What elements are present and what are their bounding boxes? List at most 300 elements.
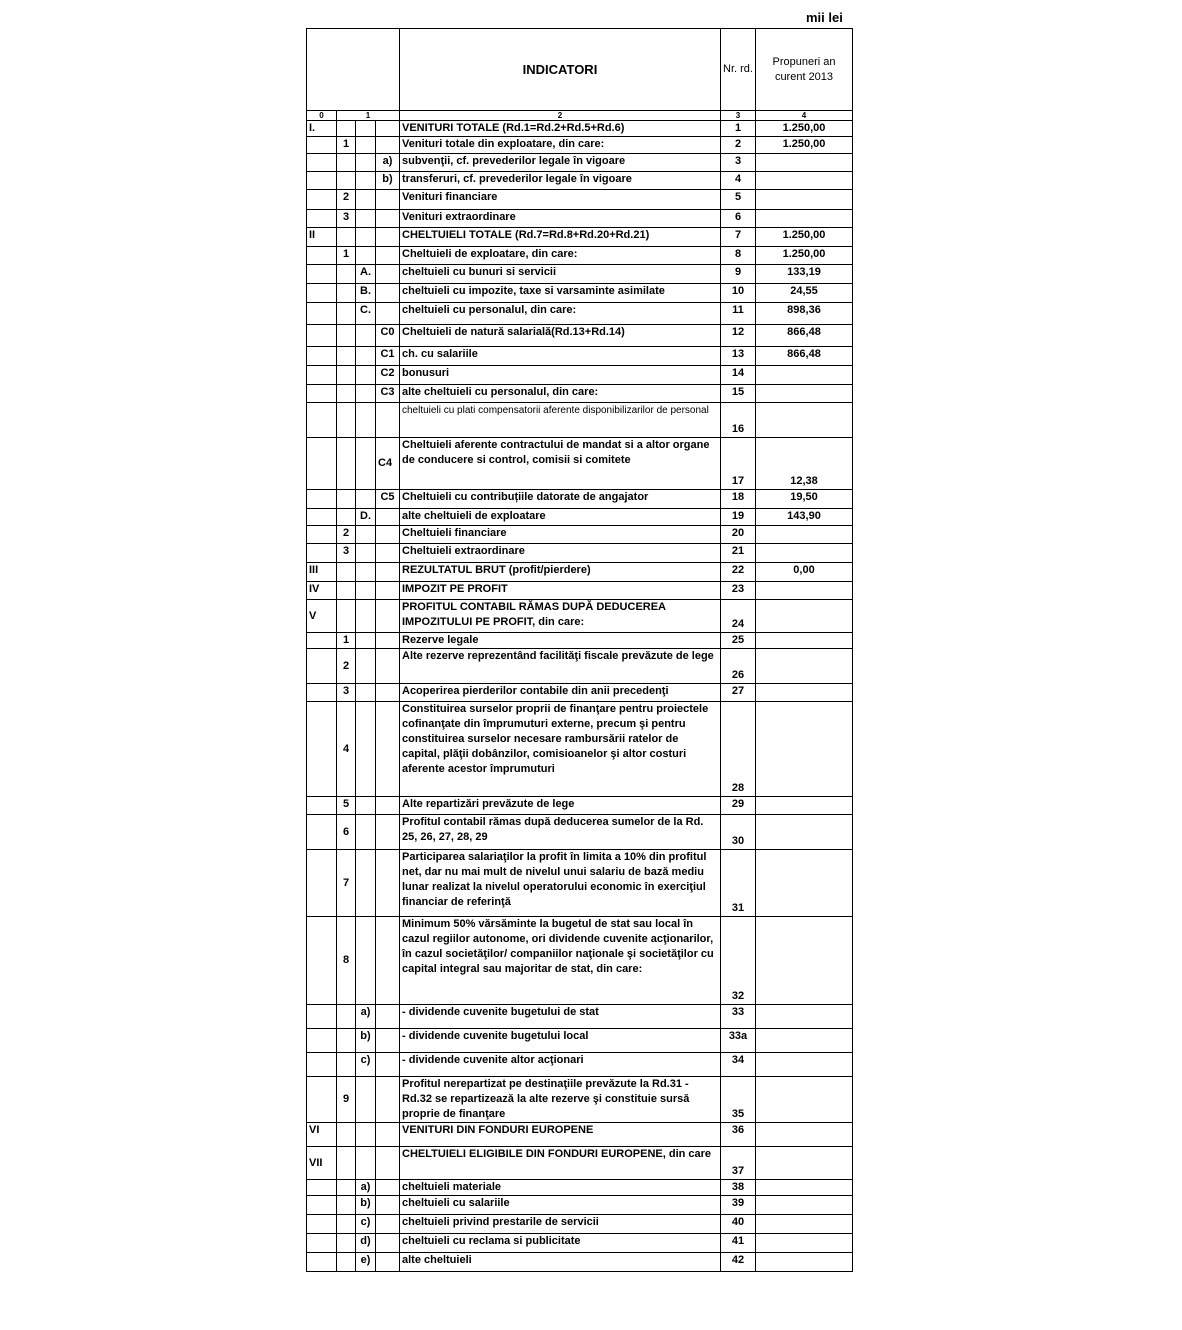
letter-cell (356, 702, 376, 797)
letter-cell (356, 438, 376, 490)
value-cell (756, 797, 853, 815)
value-cell (756, 190, 853, 210)
row-number-cell: 34 (721, 1053, 756, 1077)
table-row (307, 385, 853, 403)
table-row (307, 403, 853, 438)
row-number-cell: 30 (721, 815, 756, 850)
sub-code-cell (376, 265, 400, 284)
roman-numeral-cell (307, 1196, 337, 1215)
roman-numeral-cell (307, 1053, 337, 1077)
value-cell: 19,50 (756, 490, 853, 509)
row-number-cell: 7 (721, 228, 756, 247)
value-cell: 12,38 (756, 438, 853, 490)
value-cell (756, 702, 853, 797)
letter-cell (356, 190, 376, 210)
letter-cell (356, 684, 376, 702)
value-cell: 143,90 (756, 509, 853, 526)
letter-cell (356, 247, 376, 265)
row-number-cell: 5 (721, 190, 756, 210)
row-number-cell: 22 (721, 563, 756, 582)
roman-numeral-cell (307, 247, 337, 265)
item-number-cell (337, 1029, 356, 1053)
letter-cell (356, 1077, 376, 1123)
item-number-cell (337, 228, 356, 247)
letter-cell: D. (356, 509, 376, 526)
roman-numeral-cell: II (307, 228, 337, 247)
table-row (307, 1123, 853, 1147)
indicator-text-cell: Minimum 50% vărsăminte la bugetul de stat sau local în cazul regiilor autonome, ori dividende cuvenite acţionarilor, în cazul societăţilor/ companiilor naţionale şi societăţilor cu capital integral sau majoritar de stat, din care: (400, 917, 721, 1005)
roman-numeral-cell (307, 347, 337, 366)
row-number-cell: 4 (721, 172, 756, 190)
value-cell (756, 815, 853, 850)
item-number-cell: 2 (337, 649, 356, 684)
row-number-cell: 37 (721, 1147, 756, 1180)
item-number-cell: 5 (337, 797, 356, 815)
sub-code-cell (376, 403, 400, 438)
letter-cell: a) (356, 1005, 376, 1029)
value-cell: 24,55 (756, 284, 853, 303)
item-number-cell: 3 (337, 544, 356, 563)
table-row (307, 1196, 853, 1215)
roman-numeral-cell (307, 403, 337, 438)
indicator-text-cell: Alte rezerve reprezentând facilităţi fiscale prevăzute de lege (400, 649, 721, 684)
value-cell: 133,19 (756, 265, 853, 284)
value-cell (756, 582, 853, 600)
table-row (307, 1053, 853, 1077)
table-row (307, 438, 853, 490)
indicator-text-cell: Venituri financiare (400, 190, 721, 210)
indicator-text-cell: CHELTUIELI ELIGIBILE DIN FONDURI EUROPENE, din care (400, 1147, 721, 1180)
sub-code-cell: b) (376, 172, 400, 190)
sub-code-cell (376, 1005, 400, 1029)
sub-code-cell: C2 (376, 366, 400, 385)
item-number-cell (337, 563, 356, 582)
value-cell: 0,00 (756, 563, 853, 582)
value-cell (756, 1147, 853, 1180)
row-number-cell: 24 (721, 600, 756, 633)
row-number-cell: 21 (721, 544, 756, 563)
value-cell (756, 172, 853, 190)
roman-numeral-cell (307, 265, 337, 284)
item-number-cell (337, 403, 356, 438)
roman-numeral-cell (307, 284, 337, 303)
value-cell (756, 917, 853, 1005)
value-cell: 866,48 (756, 347, 853, 366)
sub-code-cell (376, 526, 400, 544)
value-cell: 1.250,00 (756, 228, 853, 247)
indicator-text-cell: Participarea salariaţilor la profit în limita a 10% din profitul net, dar nu mai mult de nivelul unui salariu de bază mediu lunar realizat la nivelul operatorului economic în exerciţiul financiar de referinţă (400, 850, 721, 917)
indicator-text-cell: VENITURI TOTALE (Rd.1=Rd.2+Rd.5+Rd.6) (400, 121, 721, 137)
letter-cell: c) (356, 1215, 376, 1234)
row-number-cell: 11 (721, 303, 756, 325)
column-number-row (307, 111, 853, 121)
item-number-cell: 3 (337, 684, 356, 702)
indicator-text-cell: cheltuieli cu bunuri si servicii (400, 265, 721, 284)
roman-numeral-cell (307, 190, 337, 210)
letter-cell (356, 649, 376, 684)
item-number-cell (337, 1234, 356, 1253)
indicator-text-cell: ch. cu salariile (400, 347, 721, 366)
table-row (307, 1215, 853, 1234)
sub-code-cell: C1 (376, 347, 400, 366)
value-cell: 1.250,00 (756, 121, 853, 137)
header-proposal: Propuneri an curent 2013 (756, 29, 853, 111)
indicator-text-cell: CHELTUIELI TOTALE (Rd.7=Rd.8+Rd.20+Rd.21) (400, 228, 721, 247)
roman-numeral-cell (307, 1005, 337, 1029)
sub-code-cell (376, 563, 400, 582)
indicator-text-cell: Rezerve legale (400, 633, 721, 649)
indicator-text-cell: PROFITUL CONTABIL RĂMAS DUPĂ DEDUCEREA IMPOZITULUI PE PROFIT, din care: (400, 600, 721, 633)
roman-numeral-cell: V (307, 600, 337, 633)
sub-code-cell (376, 190, 400, 210)
roman-numeral-cell (307, 797, 337, 815)
table-row (307, 303, 853, 325)
item-number-cell (337, 121, 356, 137)
row-number-cell: 26 (721, 649, 756, 684)
item-number-cell (337, 1005, 356, 1029)
table-row (307, 1253, 853, 1272)
letter-cell (356, 917, 376, 1005)
roman-numeral-cell (307, 1180, 337, 1196)
table-row (307, 265, 853, 284)
row-number-cell: 15 (721, 385, 756, 403)
item-number-cell: 2 (337, 190, 356, 210)
col-number: 1 (337, 111, 400, 121)
value-cell (756, 1234, 853, 1253)
letter-cell (356, 325, 376, 347)
roman-numeral-cell: VI (307, 1123, 337, 1147)
value-cell (756, 544, 853, 563)
sub-code-cell (376, 228, 400, 247)
table-row (307, 190, 853, 210)
roman-numeral-cell (307, 1077, 337, 1123)
item-number-cell: 1 (337, 247, 356, 265)
row-number-cell: 33 (721, 1005, 756, 1029)
indicator-text-cell: cheltuieli cu plati compensatorii aferente disponibilizarilor de personal (400, 403, 721, 438)
roman-numeral-cell (307, 1215, 337, 1234)
letter-cell: b) (356, 1196, 376, 1215)
letter-cell (356, 403, 376, 438)
letter-cell: c) (356, 1053, 376, 1077)
value-cell (756, 1005, 853, 1029)
value-cell (756, 1215, 853, 1234)
table-row (307, 917, 853, 1005)
indicator-text-cell: Cheltuieli cu contribuțiile datorate de angajator (400, 490, 721, 509)
col-number: 3 (721, 111, 756, 121)
item-number-cell: 4 (337, 702, 356, 797)
row-number-cell: 36 (721, 1123, 756, 1147)
indicator-text-cell: Cheltuieli aferente contractului de mandat si a altor organe de conducere si control, comisii si comitete (400, 438, 721, 490)
indicator-text-cell: Alte repartizări prevăzute de lege (400, 797, 721, 815)
roman-numeral-cell (307, 438, 337, 490)
sub-code-cell (376, 815, 400, 850)
sub-code-cell (376, 210, 400, 228)
indicator-text-cell: alte cheltuieli de exploatare (400, 509, 721, 526)
table-row (307, 154, 853, 172)
value-cell (756, 366, 853, 385)
roman-numeral-cell (307, 649, 337, 684)
indicator-text-cell: cheltuieli materiale (400, 1180, 721, 1196)
value-cell (756, 1180, 853, 1196)
value-cell (756, 600, 853, 633)
budget-table-container (306, 28, 852, 1311)
item-number-cell (337, 1196, 356, 1215)
item-number-cell (337, 154, 356, 172)
indicator-text-cell: Constituirea surselor proprii de finanţare pentru proiectele cofinanţate din împrumuturi externe, precum şi pentru constituirea surselor necesare rambursării ratelor de capital, plăţii dobânzilor, comisioanelor şi altor costuri aferente acestor împrumuturi (400, 702, 721, 797)
indicator-text-cell: Acoperirea pierderilor contabile din anii precedenţi (400, 684, 721, 702)
table-row (307, 702, 853, 797)
item-number-cell (337, 582, 356, 600)
table-row (307, 137, 853, 154)
table-row (307, 490, 853, 509)
table-row (307, 247, 853, 265)
col-number: 2 (400, 111, 721, 121)
letter-cell (356, 582, 376, 600)
header-row (307, 29, 853, 111)
letter-cell (356, 563, 376, 582)
sub-code-cell: C3 (376, 385, 400, 403)
item-number-cell (337, 490, 356, 509)
roman-numeral-cell (307, 702, 337, 797)
item-number-cell: 1 (337, 137, 356, 154)
row-number-cell: 35 (721, 1077, 756, 1123)
row-number-cell: 42 (721, 1253, 756, 1272)
roman-numeral-cell: I. (307, 121, 337, 137)
roman-numeral-cell (307, 1029, 337, 1053)
item-number-cell (337, 1253, 356, 1272)
letter-cell (356, 490, 376, 509)
item-number-cell (337, 347, 356, 366)
item-number-cell: 9 (337, 1077, 356, 1123)
letter-cell: A. (356, 265, 376, 284)
roman-numeral-cell (307, 490, 337, 509)
indicator-text-cell: Cheltuieli de exploatare, din care: (400, 247, 721, 265)
roman-numeral-cell: III (307, 563, 337, 582)
indicator-text-cell: alte cheltuieli (400, 1253, 721, 1272)
item-number-cell (337, 303, 356, 325)
table-row (307, 1147, 853, 1180)
indicator-text-cell: cheltuieli cu impozite, taxe si varsaminte asimilate (400, 284, 721, 303)
value-cell: 866,48 (756, 325, 853, 347)
sub-code-cell (376, 702, 400, 797)
row-number-cell: 17 (721, 438, 756, 490)
sub-code-cell (376, 633, 400, 649)
roman-numeral-cell (307, 325, 337, 347)
roman-numeral-cell (307, 526, 337, 544)
row-number-cell: 2 (721, 137, 756, 154)
letter-cell (356, 121, 376, 137)
table-row (307, 850, 853, 917)
table-row (307, 325, 853, 347)
item-number-cell: 1 (337, 633, 356, 649)
row-number-cell: 14 (721, 366, 756, 385)
sub-code-cell (376, 1196, 400, 1215)
row-number-cell: 8 (721, 247, 756, 265)
letter-cell: e) (356, 1253, 376, 1272)
value-cell: 898,36 (756, 303, 853, 325)
sub-code-cell (376, 303, 400, 325)
item-number-cell (337, 438, 356, 490)
indicator-text-cell: Profitul contabil rămas după deducerea sumelor de la Rd. 25, 26, 27, 28, 29 (400, 815, 721, 850)
row-number-cell: 40 (721, 1215, 756, 1234)
value-cell (756, 1053, 853, 1077)
row-number-cell: 25 (721, 633, 756, 649)
letter-cell (356, 850, 376, 917)
indicator-text-cell: cheltuieli cu salariile (400, 1196, 721, 1215)
letter-cell (356, 137, 376, 154)
sub-code-cell (376, 284, 400, 303)
table-row (307, 649, 853, 684)
item-number-cell: 8 (337, 917, 356, 1005)
table-row (307, 121, 853, 137)
header-blank (307, 29, 400, 111)
item-number-cell (337, 1147, 356, 1180)
table-row (307, 684, 853, 702)
header-row-no: Nr. rd. (721, 29, 756, 111)
indicator-text-cell: Cheltuieli extraordinare (400, 544, 721, 563)
unit-label: mii lei (806, 10, 843, 25)
value-cell (756, 1253, 853, 1272)
value-cell (756, 154, 853, 172)
table-row (307, 228, 853, 247)
sub-code-cell (376, 600, 400, 633)
table-row (307, 366, 853, 385)
row-number-cell: 23 (721, 582, 756, 600)
table-row (307, 1077, 853, 1123)
row-number-cell: 13 (721, 347, 756, 366)
value-cell (756, 1077, 853, 1123)
row-number-cell: 29 (721, 797, 756, 815)
roman-numeral-cell (307, 137, 337, 154)
table-row (307, 526, 853, 544)
letter-cell (356, 228, 376, 247)
item-number-cell (337, 509, 356, 526)
item-number-cell (337, 366, 356, 385)
item-number-cell: 6 (337, 815, 356, 850)
roman-numeral-cell (307, 633, 337, 649)
letter-cell: b) (356, 1029, 376, 1053)
indicator-text-cell: Cheltuieli de natură salarială(Rd.13+Rd.14) (400, 325, 721, 347)
item-number-cell (337, 265, 356, 284)
header-indicators: INDICATORI (400, 29, 721, 111)
roman-numeral-cell (307, 917, 337, 1005)
letter-cell (356, 172, 376, 190)
value-cell (756, 210, 853, 228)
sub-code-cell (376, 1077, 400, 1123)
item-number-cell (337, 1053, 356, 1077)
table-row (307, 797, 853, 815)
indicator-text-cell: subvenţii, cf. prevederilor legale în vigoare (400, 154, 721, 172)
row-number-cell: 12 (721, 325, 756, 347)
row-number-cell: 27 (721, 684, 756, 702)
roman-numeral-cell: VII (307, 1147, 337, 1180)
indicator-text-cell: IMPOZIT PE PROFIT (400, 582, 721, 600)
budget-table (306, 28, 853, 1272)
item-number-cell (337, 1215, 356, 1234)
roman-numeral-cell (307, 303, 337, 325)
indicator-text-cell: bonusuri (400, 366, 721, 385)
sub-code-cell (376, 121, 400, 137)
roman-numeral-cell (307, 815, 337, 850)
sub-code-cell (376, 649, 400, 684)
table-row (307, 1234, 853, 1253)
indicator-text-cell: cheltuieli cu personalul, din care: (400, 303, 721, 325)
roman-numeral-cell (307, 850, 337, 917)
row-number-cell: 20 (721, 526, 756, 544)
table-row (307, 633, 853, 649)
letter-cell: C. (356, 303, 376, 325)
row-number-cell: 33a (721, 1029, 756, 1053)
sub-code-cell (376, 684, 400, 702)
table-row (307, 563, 853, 582)
value-cell (756, 1029, 853, 1053)
sub-code-cell: C4 (376, 438, 400, 490)
value-cell (756, 649, 853, 684)
value-cell: 1.250,00 (756, 137, 853, 154)
col-number: 0 (307, 111, 337, 121)
table-row (307, 210, 853, 228)
row-number-cell: 38 (721, 1180, 756, 1196)
row-number-cell: 41 (721, 1234, 756, 1253)
row-number-cell: 1 (721, 121, 756, 137)
indicator-text-cell: cheltuieli privind prestarile de servicii (400, 1215, 721, 1234)
roman-numeral-cell (307, 154, 337, 172)
row-number-cell: 3 (721, 154, 756, 172)
item-number-cell (337, 600, 356, 633)
row-number-cell: 32 (721, 917, 756, 1005)
sub-code-cell (376, 1123, 400, 1147)
sub-code-cell (376, 1147, 400, 1180)
sub-code-cell (376, 247, 400, 265)
table-row (307, 347, 853, 366)
item-number-cell (337, 385, 356, 403)
table-row (307, 1180, 853, 1196)
roman-numeral-cell (307, 1253, 337, 1272)
table-row (307, 582, 853, 600)
letter-cell (356, 210, 376, 228)
sub-code-cell (376, 544, 400, 563)
table-row (307, 600, 853, 633)
sub-code-cell: a) (376, 154, 400, 172)
roman-numeral-cell: IV (307, 582, 337, 600)
letter-cell (356, 815, 376, 850)
row-number-cell: 19 (721, 509, 756, 526)
table-row (307, 509, 853, 526)
value-cell (756, 403, 853, 438)
letter-cell (356, 154, 376, 172)
sub-code-cell (376, 582, 400, 600)
indicator-text-cell: Venituri extraordinare (400, 210, 721, 228)
row-number-cell: 10 (721, 284, 756, 303)
item-number-cell (337, 284, 356, 303)
sub-code-cell: C0 (376, 325, 400, 347)
item-number-cell (337, 172, 356, 190)
letter-cell: d) (356, 1234, 376, 1253)
roman-numeral-cell (307, 544, 337, 563)
sub-code-cell (376, 917, 400, 1005)
sub-code-cell (376, 1253, 400, 1272)
table-row (307, 544, 853, 563)
row-number-cell: 16 (721, 403, 756, 438)
letter-cell: B. (356, 284, 376, 303)
item-number-cell (337, 325, 356, 347)
value-cell (756, 1123, 853, 1147)
letter-cell (356, 1123, 376, 1147)
indicator-text-cell: VENITURI DIN FONDURI EUROPENE (400, 1123, 721, 1147)
value-cell (756, 526, 853, 544)
indicator-text-cell: Profitul nerepartizat pe destinaţiile prevăzute la Rd.31 - Rd.32 se repartizează la alte rezerve şi constituie sursă proprie de finanţare (400, 1077, 721, 1123)
roman-numeral-cell (307, 366, 337, 385)
